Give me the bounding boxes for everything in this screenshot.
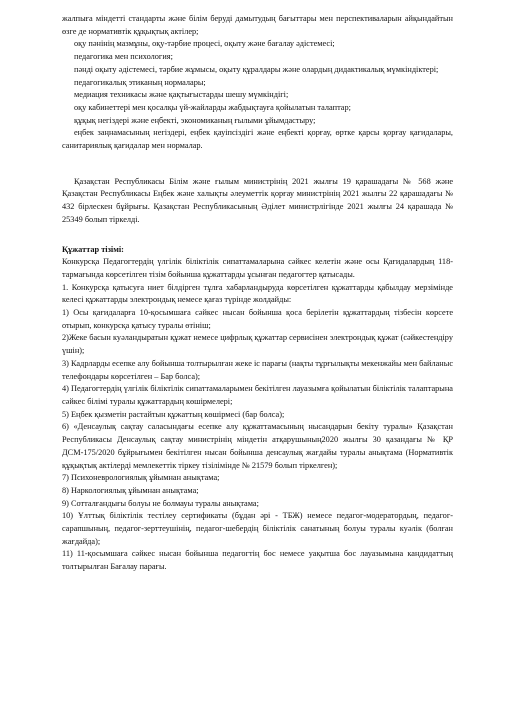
- intro-list-item: оқу пәнінің мазмұны, оқу-тәрбие процесі, оқыту және бағалау әдістемесі;: [74, 39, 335, 49]
- documents-list-item: 1) Осы қағидаларға 10-қосымшаға сәйкес нысан бойынша қоса берілетін құжаттардың тізбесін көрсете отырып, конкурсқа қатысу туралы өтініш;: [62, 308, 453, 330]
- documents-list-intro: Конкурсқа Педагогтердің үлгілік біліктілік сипаттамаларына сәйкес келетін және осы Қағидалардың 118-тармағында көрсетілген тізім бойынша құжаттарды ұсынған педагогтер қатысады.: [62, 257, 453, 279]
- documents-list-item: 6) «Денсаулық сақтау саласындағы есепке алу құжаттамасының нысандарын бекіту туралы» Қазақстан Республикасы Денсаулық сақтау министрінің міндетін атқарушының2020 жылғы 30 қазандағы № ҚР ДСМ-175/2020 бұйрығымен бекітілген нысан бойынша денсаулық жағдайы туралы анықтама (Нормативтік құқықтық актілерді мемлекеттік тіркеу тізілімінде № 21579 болып тіркелген);: [62, 422, 453, 470]
- intro-list-item: педагогика мен психология;: [74, 52, 173, 62]
- documents-list-item: 7) Психоневрологиялық ұйымнан анықтама;: [62, 473, 220, 483]
- documents-list-heading: Құжаттар тізімі:: [62, 244, 124, 254]
- documents-list-item: 11) 11-қосымшаға сәйкес нысан бойынша педагогтің бос немесе уақытша бос лауазымына кандидаттың толтырылған Бағалау парағы.: [62, 549, 453, 572]
- documents-list-item: 4) Педагогтердің үлгілік біліктілік сипаттамаларымен бекітілген лауазымға қойылатын біліктілік талаптарына сәйкес білімі туралы құжаттардың көшірмелері;: [62, 384, 453, 406]
- documents-list-item: 8) Наркологиялық ұйымнан анықтама;: [62, 485, 199, 495]
- intro-list-item: медиация техникасы және қақтығыстарды шешу мүмкіндігі;: [74, 90, 289, 100]
- intro-list-item: оқу кабинеттері мен қосалқы үй-жайларды жабдықтауға қойылатын талаптар;: [74, 102, 351, 112]
- documents-list-item: 9) Сотталғандығы болуы не болмауы туралы анықтама;: [62, 498, 259, 508]
- documents-list-item: 5) Еңбек қызметін растайтын құжаттың көшірмесі (бар болса);: [62, 409, 285, 419]
- documents-list-item: 2)Жеке басын куәландыратын құжат немесе цифрлық құжаттар сервисінен электрондық құжат (сәйкестендіру үшін);: [62, 333, 453, 356]
- intro-list-item: пәнді оқыту әдістемесі, тәрбие жұмысы, оқыту құралдары және олардың дидактикалық мүмкіндіктері;: [74, 64, 439, 74]
- documents-list-item: 3) Кадрларды есепке алу бойынша толтырылған жеке іс парағы (нақты тұрғылықты мекенжайы мен байланыс телефондары көрсетілген – Бар болса);: [62, 358, 453, 381]
- documents-list-item: 1. Конкурсқа қатысуға ниет білдірген тұлға хабарландыруда көрсетілген құжаттарды қабылдау мерзімінде келесі құжаттарды электрондық немесе қағаз түрінде жолдайды:: [62, 282, 453, 305]
- intro-paragraph: жалпыға міндетті стандарты және білім беруді дамытудың бағыттары мен перспективаларын айқындайтын өзге де нормативтік құқықтық актілер;: [62, 14, 453, 36]
- intro-list-item: еңбек заңнамасының негіздері, еңбек қауіпсіздігі және еңбекті қорғау, өртке қарсы қорғау қағидалары, санитариялық қағидалар мен нормалар.: [62, 128, 453, 151]
- intro-list-item: педагогикалық этиканың нормалары;: [74, 77, 206, 87]
- intro-list-item: құқық негіздері және еңбекті, экономиканың ғылыми ұйымдастыру;: [74, 115, 316, 125]
- documents-list-item: 10) Ұлттық біліктілік тестілеу сертификаты (бұдан әрі - ТБЖ) немесе педагог-модератордың, педагог-сарапшының, педагог-зерттеушінің, педагог-шебердің біліктілік санатының болуы туралы куәлік (болған жағдайда);: [62, 511, 453, 546]
- decree-paragraph: Қазақстан Республикасы Білім және ғылым министрінің 2021 жылғы 19 қарашадағы № 568 және Қазақстан Республикасы Еңбек және халықты әлеуметтік қорғау министрінің 2021 жылғы 22 қарашадағы № 432 бірлескен бұйрығы. Қазақстан Республикасының Әділет министрлігінде 2021 жылғы 24 қарашада № 25349 болып тіркелді.: [62, 176, 453, 224]
